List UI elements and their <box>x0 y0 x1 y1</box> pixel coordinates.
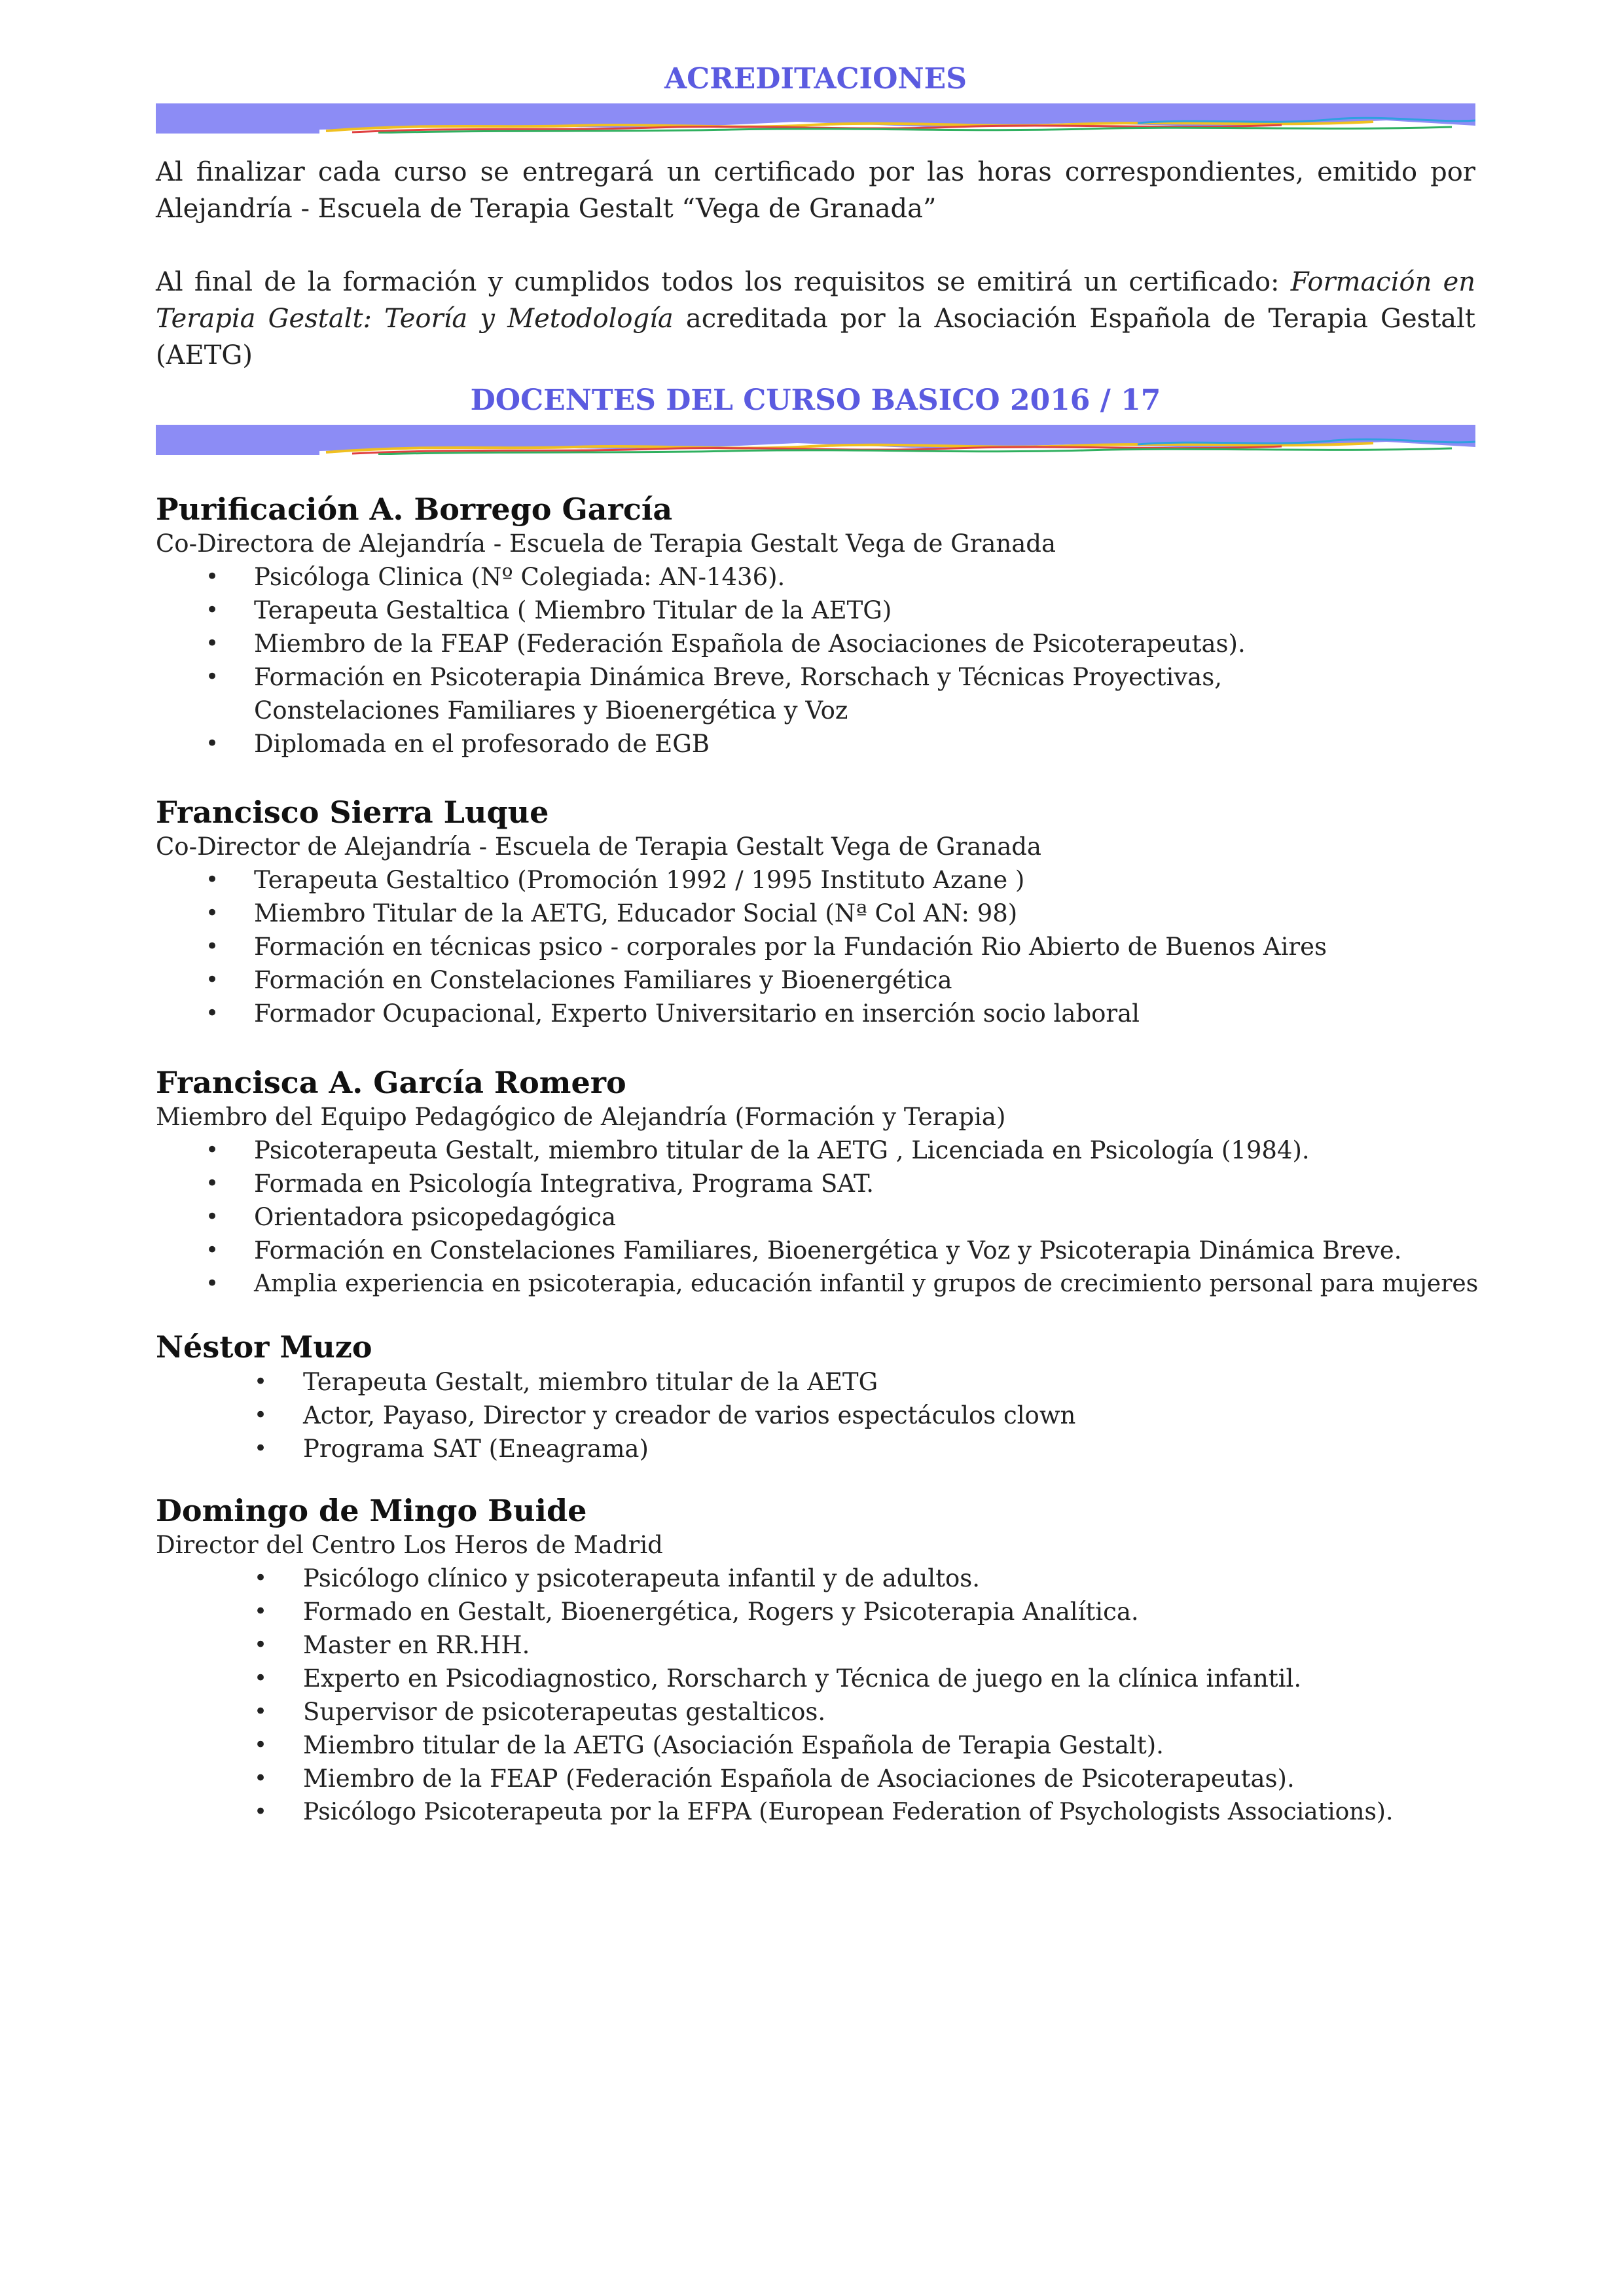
bullet-icon: • <box>254 1732 268 1758</box>
docente-block <box>156 1329 1475 1465</box>
docente-block <box>156 1492 1475 1829</box>
docente-credentials-list <box>156 1365 1475 1465</box>
bullet-icon: • <box>206 1000 219 1026</box>
docente-role: Miembro del Equipo Pedagógico de Alejandría (Formación y Terapia) <box>156 1103 1006 1131</box>
list-item: • Miembro Titular de la AETG, Educador Social (Nª Col AN: 98) <box>156 897 1475 930</box>
docente-name: Francisca A. García Romero <box>156 1065 626 1100</box>
decorative-banner-1 <box>156 103 1475 134</box>
acreditaciones-paragraph-2: Al final de la formación y cumplidos todos los requisitos se emitirá un certificado: Formación en Terapia Gestalt: Teoría y Metodología acreditada por la Asociación Española de Terapia Gestalt (AETG) <box>156 267 1476 370</box>
bullet-icon: • <box>206 1270 219 1297</box>
bullet-icon: • <box>254 1698 268 1725</box>
bullet-icon: • <box>206 867 219 893</box>
acreditaciones-title: ACREDITACIONES <box>664 62 967 96</box>
docente-name: Francisco Sierra Luque <box>156 795 549 830</box>
acreditaciones-body <box>156 154 1475 374</box>
docente-block <box>156 1064 1479 1300</box>
docente-credentials-list <box>156 1134 1479 1300</box>
list-item: • Formada en Psicología Integrativa, Programa SAT. <box>156 1167 1475 1200</box>
bullet-icon: • <box>206 597 219 623</box>
docente-credentials-list <box>156 863 1475 1030</box>
docente-name: Domingo de Mingo Buide <box>156 1493 587 1528</box>
docente-name: Néstor Muzo <box>156 1329 372 1365</box>
list-item: • Miembro de la FEAP (Federación Española de Asociaciones de Psicoterapeutas). <box>156 627 1475 660</box>
certificate-title: Formación en Terapia Gestalt: Teoría y Metodología <box>156 267 1476 334</box>
acreditaciones-paragraph-1: Al finalizar cada curso se entregará un certificado por las horas correspondientes, emitido por Alejandría - Escuela de Terapia Gestalt “Vega de Granada” <box>156 157 1475 224</box>
list-item: • Formación en Psicoterapia Dinámica Breve, Rorschach y Técnicas Proyectivas, Constelaciones Familiares y Bioenergética y Voz <box>156 660 1475 727</box>
acreditaciones-header <box>156 62 1475 136</box>
list-item: • Terapeuta Gestaltica ( Miembro Titular de la AETG) <box>156 594 1475 627</box>
bullet-icon: • <box>206 730 219 757</box>
list-item: • Miembro titular de la AETG (Asociación Española de Terapia Gestalt). <box>156 1729 1475 1762</box>
docente-block <box>156 491 1475 761</box>
bullet-icon: • <box>206 1170 219 1196</box>
bullet-icon: • <box>254 1799 268 1825</box>
list-item: • Psicólogo Psicoterapeuta por la EFPA (European Federation of Psychologists Associations). <box>156 1795 1475 1829</box>
bullet-icon: • <box>206 1137 219 1163</box>
bullet-icon: • <box>206 630 219 656</box>
list-item: • Experto en Psicodiagnostico, Rorscharch y Técnica de juego en la clínica infantil. <box>156 1662 1475 1695</box>
list-item: • Psicoterapeuta Gestalt, miembro titular de la AETG , Licenciada en Psicología (1984). <box>156 1134 1475 1167</box>
list-item: • Formado en Gestalt, Bioenergética, Rogers y Psicoterapia Analítica. <box>156 1595 1475 1628</box>
docente-name: Purificación A. Borrego García <box>156 492 673 527</box>
list-item: • Formador Ocupacional, Experto Universitario en inserción socio laboral <box>156 997 1475 1030</box>
bullet-icon: • <box>254 1369 268 1395</box>
list-item: • Actor, Payaso, Director y creador de varios espectáculos clown <box>156 1399 1475 1432</box>
bullet-icon: • <box>206 564 219 590</box>
bullet-icon: • <box>206 1237 219 1263</box>
bullet-icon: • <box>254 1565 268 1591</box>
bullet-icon: • <box>254 1765 268 1791</box>
list-item: • Miembro de la FEAP (Federación Española de Asociaciones de Psicoterapeutas). <box>156 1762 1475 1795</box>
list-item: • Amplia experiencia en psicoterapia, educación infantil y grupos de crecimiento personal para mujeres <box>156 1267 1475 1300</box>
bullet-icon: • <box>206 664 219 690</box>
docente-role: Co-Director de Alejandría - Escuela de Terapia Gestalt Vega de Granada <box>156 833 1041 861</box>
bullet-icon: • <box>254 1665 268 1691</box>
list-item: • Formación en técnicas psico - corporales por la Fundación Rio Abierto de Buenos Aires <box>156 930 1475 963</box>
docente-role: Co-Directora de Alejandría - Escuela de Terapia Gestalt Vega de Granada <box>156 529 1056 558</box>
docente-role: Director del Centro Los Heros de Madrid <box>156 1531 663 1559</box>
list-item: • Supervisor de psicoterapeutas gestalticos. <box>156 1695 1475 1729</box>
list-item: • Terapeuta Gestaltico (Promoción 1992 / 1995 Instituto Azane ) <box>156 863 1475 897</box>
bullet-icon: • <box>206 933 219 960</box>
bullet-icon: • <box>254 1402 268 1428</box>
bullet-icon: • <box>206 967 219 993</box>
docente-block <box>156 794 1475 1030</box>
list-item: • Programa SAT (Eneagrama) <box>156 1432 1475 1465</box>
decorative-banner-2 <box>156 425 1475 455</box>
docentes-header <box>156 383 1475 457</box>
bullet-icon: • <box>254 1632 268 1658</box>
list-item: • Psicóloga Clinica (Nº Colegiada: AN-1436). <box>156 560 1475 594</box>
list-item: • Psicólogo clínico y psicoterapeuta infantil y de adultos. <box>156 1562 1475 1595</box>
bullet-icon: • <box>206 900 219 926</box>
docente-credentials-list <box>156 560 1475 761</box>
docente-credentials-list <box>156 1562 1475 1829</box>
bullet-icon: • <box>206 1204 219 1230</box>
bullet-icon: • <box>254 1598 268 1624</box>
list-item: • Diplomada en el profesorado de EGB <box>156 727 1475 761</box>
list-item: • Terapeuta Gestalt, miembro titular de la AETG <box>156 1365 1475 1399</box>
docentes-title: DOCENTES DEL CURSO BASICO 2016 / 17 <box>470 384 1161 417</box>
list-item: • Master en RR.HH. <box>156 1628 1475 1662</box>
bullet-icon: • <box>254 1435 268 1462</box>
list-item: • Orientadora psicopedagógica <box>156 1200 1475 1234</box>
list-item: • Formación en Constelaciones Familiares, Bioenergética y Voz y Psicoterapia Dinámica Breve. <box>156 1234 1475 1267</box>
list-item: • Formación en Constelaciones Familiares y Bioenergética <box>156 963 1475 997</box>
